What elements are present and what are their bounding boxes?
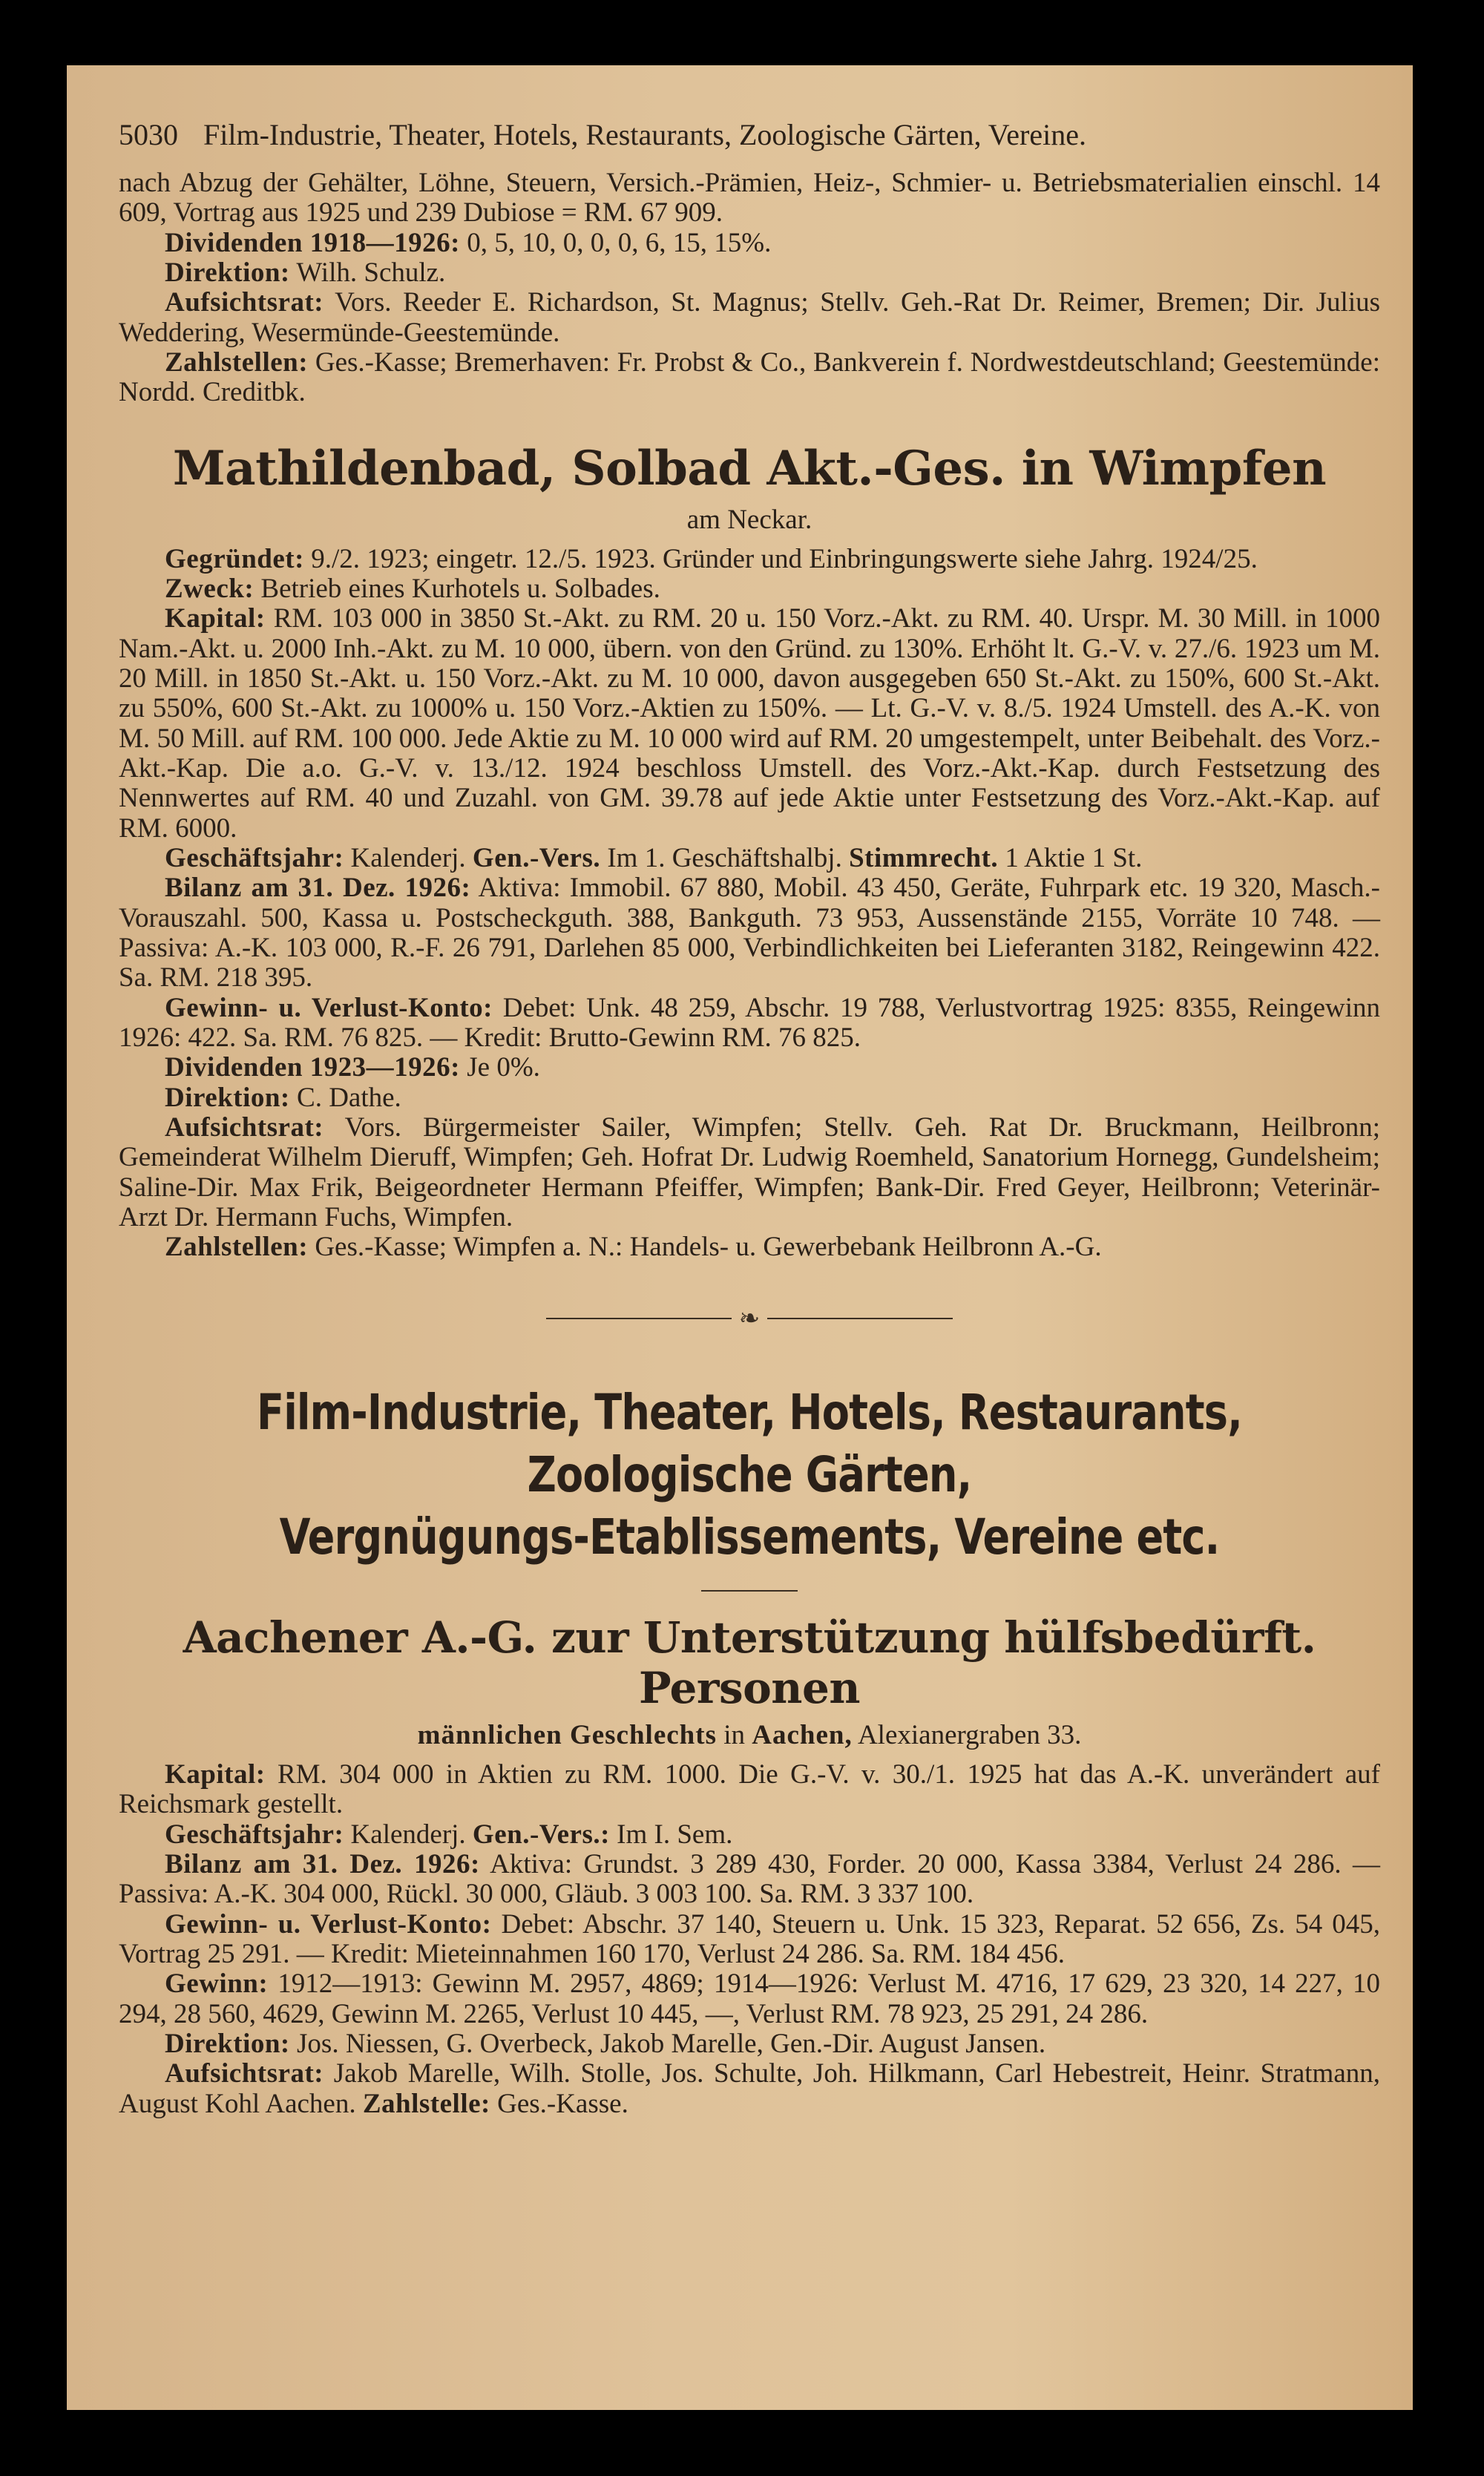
prev-zahlstellen: Zahlstellen: Ges.-Kasse; Bremerhaven: Fr. Probst & Co., Bankverein f. Nordwestdeutschland; Geestemünde: Nordd. Creditbk. <box>119 347 1381 408</box>
zweck: Zweck: Betrieb eines Kurhotels u. Solbades. <box>165 573 660 604</box>
page-content <box>119 117 1380 2119</box>
divider-line <box>546 1318 732 1319</box>
gewinn-verlust-konto: Gewinn- u. Verlust-Konto: Debet: Unk. 48 259, Abschr. 19 788, Verlustvortrag 1925: 8355, Reingewinn 1926: 422. Sa. RM. 76 825. — Kredit: Brutto-Gewinn RM. 76 825. <box>119 992 1380 1053</box>
prev-entry-continuation: nach Abzug der Gehälter, Löhne, Steuern, Versich.-Prämien, Heiz-, Schmier- u. Betriebsmaterialien einschl. 14 609, Vortrag aus 1925 und 239 Dubiose = RM. 67 909. <box>119 168 1380 229</box>
ornament-divider <box>119 1303 1380 1333</box>
company-subtitle: am Neckar. <box>686 504 812 535</box>
label: Zahlstellen: <box>165 347 309 378</box>
bilanz: Bilanz am 31. Dez. 1926: Aktiva: Immobil. 67 880, Mobil. 43 450, Geräte, Fuhrpark etc. 19 320, Masch.-Vorauszahl. 500, Kassa u. Postscheckguth. 388, Bankguth. 73 953, Aussenstände 2155, Vorräte 10 748. — Passiva: A.-K. 103 000, R.-F. 26 791, Darlehen 85 000, Verbindlichkeiten bei Lieferanten 3182, Reingewinn 422. Sa. RM. 218 395. <box>119 873 1380 994</box>
aachener-gewinn: Gewinn: 1912—1913: Gewinn M. 2957, 4869; 1914—1926: Verlust M. 4716, 17 629, 23 320, 14 227, 10 294, 28 560, 4629, Gewinn M. 2265, Verlust 10 445, —, Verlust RM. 78 923, 25 291, 24 286. <box>119 1968 1381 2029</box>
short-rule <box>701 1590 798 1592</box>
book-page <box>67 65 1413 2410</box>
label: Dividenden 1918—1926: <box>165 227 461 258</box>
aachener-geschaeftsjahr: Geschäftsjahr: Kalenderj. Gen.-Vers.: Im I. Sem. <box>165 1819 733 1850</box>
running-title: Film-Industrie, Theater, Hotels, Restaurants, Zoologische Gärten, Vereine. <box>203 118 1086 151</box>
company-subtitle-aachener: männlichen Geschlechts in Aachen, Alexianergraben 33. <box>417 1719 1082 1750</box>
aachener-kapital: Kapital: RM. 304 000 in Aktien zu RM. 1000. Die G.-V. v. 30./1. 1925 hat das A.-K. unverändert auf Reichsmark gestellt. <box>119 1759 1380 1820</box>
label: Direktion: <box>165 257 290 288</box>
prev-direktion: Direktion: Wilh. Schulz. <box>165 257 446 288</box>
aachener-bilanz: Bilanz am 31. Dez. 1926: Aktiva: Grundst. 3 289 430, Forder. 20 000, Kassa 3384, Verlust 24 286. — Passiva: A.-K. 304 000, Rückl. 30 000, Gläub. 3 003 100. Sa. RM. 3 337 100. <box>119 1848 1380 1910</box>
fleuron-icon: ❧ <box>738 1303 761 1333</box>
kapital: Kapital: RM. 103 000 in 3850 St.-Akt. zu RM. 20 u. 150 Vorz.-Akt. zu RM. 40. Urspr. M. 30 Mill. in 1000 Nam.-Akt. u. 2000 Inh.-Akt. zu M. 10 000, übern. von den Gründ. zu 130%. Erhöht lt. G.-V. v. 27./6. 1923 um M. 20 Mill. in 1850 St.-Akt. u. 150 Vorz.-Akt. zu M. 10 000, davon ausgegeben 650 St.-Akt. zu 150%, 600 St.-Akt. zu 550%, 600 St.-Akt. zu 1000% u. 150 Vorz.-Aktien zu 150%. — Lt. G.-V. v. 8./5. 1924 Umstell. des A.-K. von M. 50 Mill. auf RM. 100 000. Jede Aktie zu M. 10 000 wird auf RM. 20 umgestempelt, unter Beibehalt. des Vorz.-Akt.-Kap. Die a.o. G.-V. v. 13./12. 1924 beschloss Umstell. des Vorz.-Akt.-Kap. durch Festsetzung des Nennwertes auf RM. 40 und Zuzahl. von GM. 39.78 auf jede Aktie unter Festsetzung des Vorz.-Akt.-Kap. auf RM. 6000. <box>119 603 1380 844</box>
section-heading <box>232 1382 1267 1569</box>
prev-aufsichtsrat: Aufsichtsrat: Vors. Reeder E. Richardson, St. Magnus; Stellv. Geh.-Rat Dr. Reimer, Bremen; Dir. Julius Weddering, Wesermünde-Geestemünde. <box>119 287 1380 348</box>
label: Aufsichtsrat: <box>165 287 324 318</box>
running-header <box>119 117 1380 152</box>
company-title-mathildenbad: Mathildenbad, Solbad Akt.-Ges. in Wimpfen <box>172 440 1327 496</box>
page-number: 5030 <box>119 118 178 151</box>
divider-line <box>767 1318 953 1319</box>
prev-dividenden: Dividenden 1918—1926: 0, 5, 10, 0, 0, 0, 6, 15, 15%. <box>165 227 772 258</box>
aachener-aufsichtsrat: Aufsichtsrat: Jakob Marelle, Wilh. Stolle, Jos. Schulte, Joh. Hilkmann, Carl Hebestreit, Heinr. Stratmann, August Kohl Aachen. Zahlstelle: Ges.-Kasse. <box>119 2058 1381 2119</box>
geschaeftsjahr: Geschäftsjahr: Kalenderj. Gen.-Vers. Im 1. Geschäftshalbj. Stimmrecht. 1 Aktie 1 St. <box>165 842 1143 873</box>
company-title-aachener: Aachener A.-G. zur Unterstützung hülfsbedürft. Personen <box>183 1612 1316 1713</box>
aachener-gewinn-verlust-konto: Gewinn- u. Verlust-Konto: Debet: Abschr. 37 140, Steuern u. Unk. 15 323, Reparat. 52 656, Zs. 54 045, Vortrag 25 291. — Kredit: Mieteinnahmen 160 170, Verlust 24 286. Sa. RM. 184 456. <box>119 1908 1381 1969</box>
zahlstellen: Zahlstellen: Ges.-Kasse; Wimpfen a. N.: Handels- u. Gewerbebank Heilbronn A.-G. <box>165 1232 1102 1263</box>
aufsichtsrat: Aufsichtsrat: Vors. Bürgermeister Sailer, Wimpfen; Stellv. Geh. Rat Dr. Bruckmann, Heilbronn; Gemeinderat Wilhelm Dieruff, Wimpfen; Geh. Hofrat Dr. Ludwig Roemheld, Sanatorium Hornegg, Gundelsheim; Saline-Dir. Max Frik, Beigeordneter Hermann Pfeiffer, Wimpfen; Bank-Dir. Fred Geyer, Heilbronn; Veterinär-Arzt Dr. Hermann Fuchs, Wimpfen. <box>119 1111 1380 1232</box>
gegruendet: Gegründet: 9./2. 1923; eingetr. 12./5. 1923. Gründer und Einbringungswerte siehe Jahrg. 1924/25. <box>165 543 1258 574</box>
aachener-direktion: Direktion: Jos. Niessen, G. Overbeck, Jakob Marelle, Gen.-Dir. August Jansen. <box>165 2028 1046 2059</box>
direktion: Direktion: C. Dathe. <box>165 1082 401 1113</box>
dividenden: Dividenden 1923—1926: Je 0%. <box>165 1052 540 1083</box>
section-heading-line-2: Vergnügungs-Etablissements, Vereine etc. <box>279 1508 1220 1566</box>
section-heading-line-1: Film-Industrie, Theater, Hotels, Restaurants, Zoologische Gärten, <box>257 1383 1242 1503</box>
